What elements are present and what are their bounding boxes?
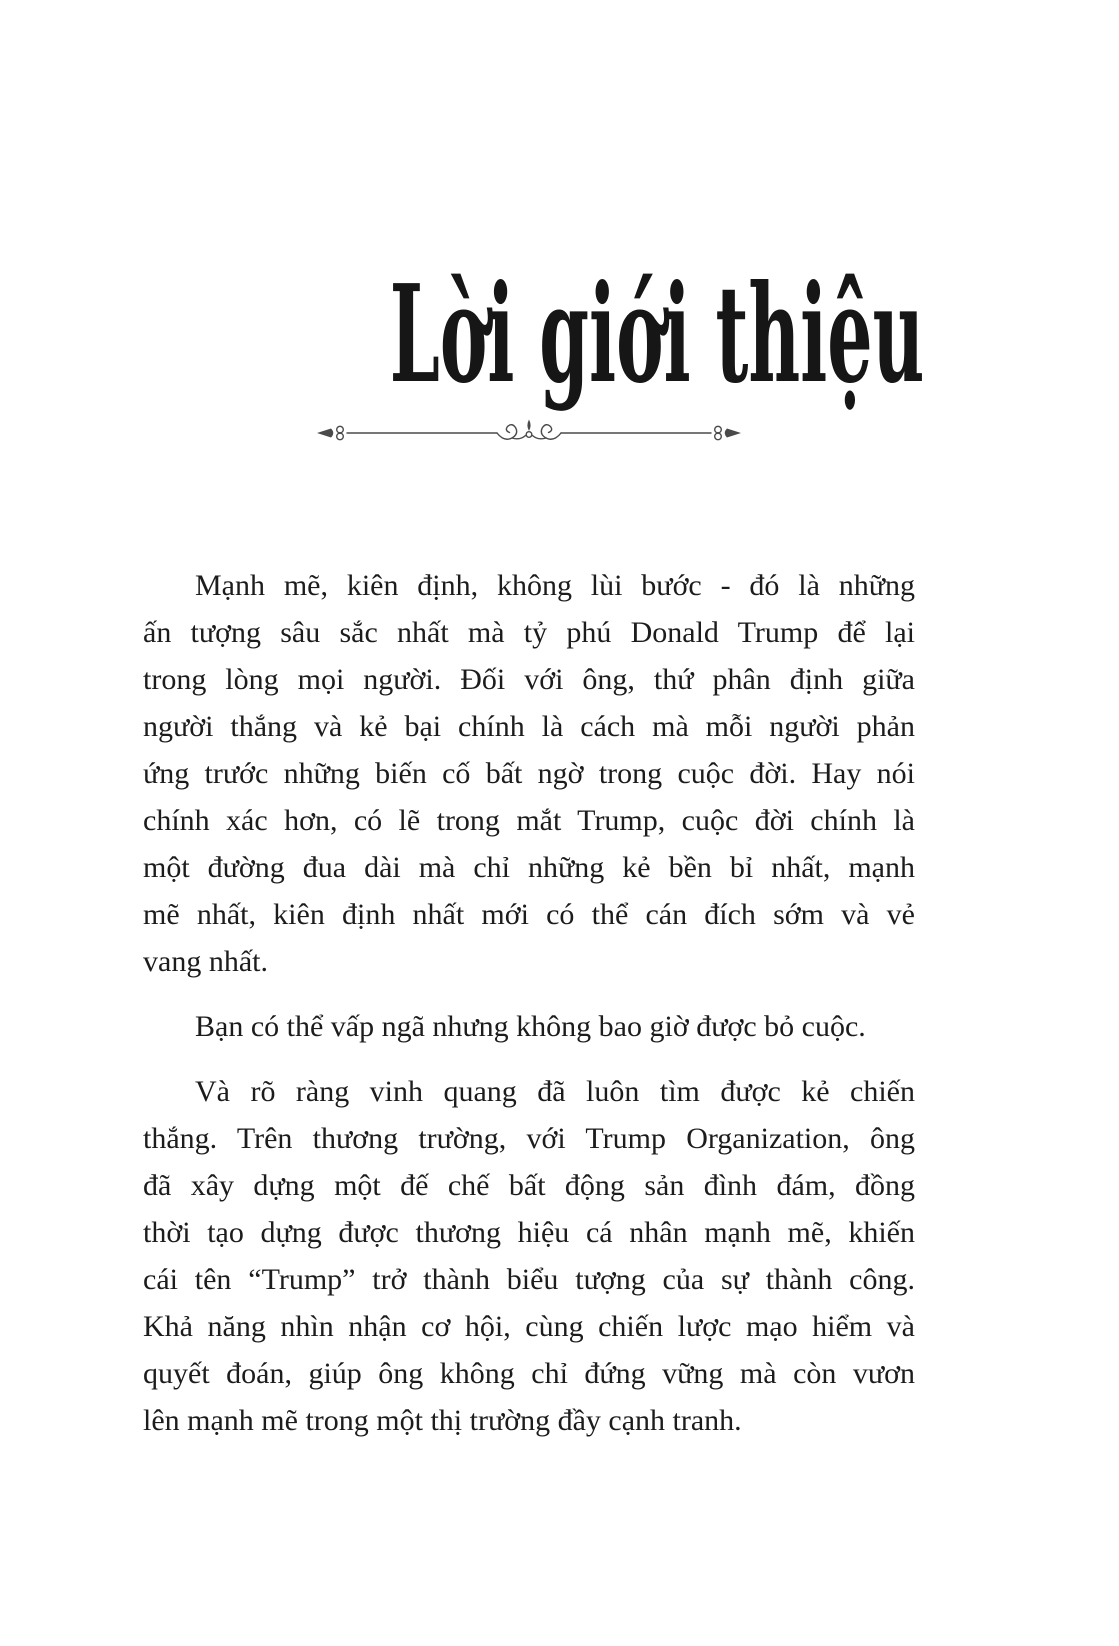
- text-line: ấn tượng sâu sắc nhất mà tỷ phú Donald Trump để lại: [143, 616, 915, 649]
- text-line: Mạnh mẽ, kiên định, không lùi bước - đó là những: [195, 569, 915, 602]
- text-line: vang nhất.: [143, 945, 268, 978]
- text-line: đã xây dựng một đế chế bất động sản đình đám, đồng: [143, 1169, 915, 1202]
- body-text: [143, 562, 915, 1444]
- text-line: Và rõ ràng vinh quang đã luôn tìm được kẻ chiến: [195, 1075, 915, 1108]
- text-line: ứng trước những biến cố bất ngờ trong cuộc đời. Hay nói: [143, 757, 915, 790]
- text-line: chính xác hơn, có lẽ trong mắt Trump, cuộc đời chính là: [143, 804, 915, 837]
- text-line: Khả năng nhìn nhận cơ hội, cùng chiến lược mạo hiểm và: [143, 1310, 915, 1343]
- text-line: quyết đoán, giúp ông không chỉ đứng vững mà còn vươn: [143, 1357, 915, 1390]
- text-line: trong lòng mọi người. Đối với ông, thứ phân định giữa: [143, 663, 915, 696]
- paragraph: [143, 1003, 915, 1050]
- text-line: Bạn có thể vấp ngã nhưng không bao giờ được bỏ cuộc.: [195, 1010, 866, 1043]
- text-line: người thắng và kẻ bại chính là cách mà mỗi người phản: [143, 710, 915, 743]
- paragraph: [143, 562, 915, 985]
- chapter-title-wrap: [143, 255, 925, 414]
- ornamental-divider: [143, 415, 915, 451]
- ornamental-divider-icon: [314, 415, 744, 451]
- text-line: lên mạnh mẽ trong một thị trường đầy cạnh tranh.: [143, 1404, 742, 1437]
- text-line: thắng. Trên thương trường, với Trump Organization, ông: [143, 1122, 915, 1155]
- text-line: cái tên “Trump” trở thành biểu tượng của sự thành công.: [143, 1263, 915, 1296]
- text-line: thời tạo dựng được thương hiệu cá nhân mạnh mẽ, khiến: [143, 1216, 915, 1249]
- chapter-title: Lời giới thiệu: [389, 255, 925, 414]
- text-line: mẽ nhất, kiên định nhất mới có thể cán đích sớm và vẻ: [143, 898, 915, 931]
- paragraph: [143, 1068, 915, 1444]
- text-line: một đường đua dài mà chỉ những kẻ bền bỉ nhất, mạnh: [143, 851, 915, 884]
